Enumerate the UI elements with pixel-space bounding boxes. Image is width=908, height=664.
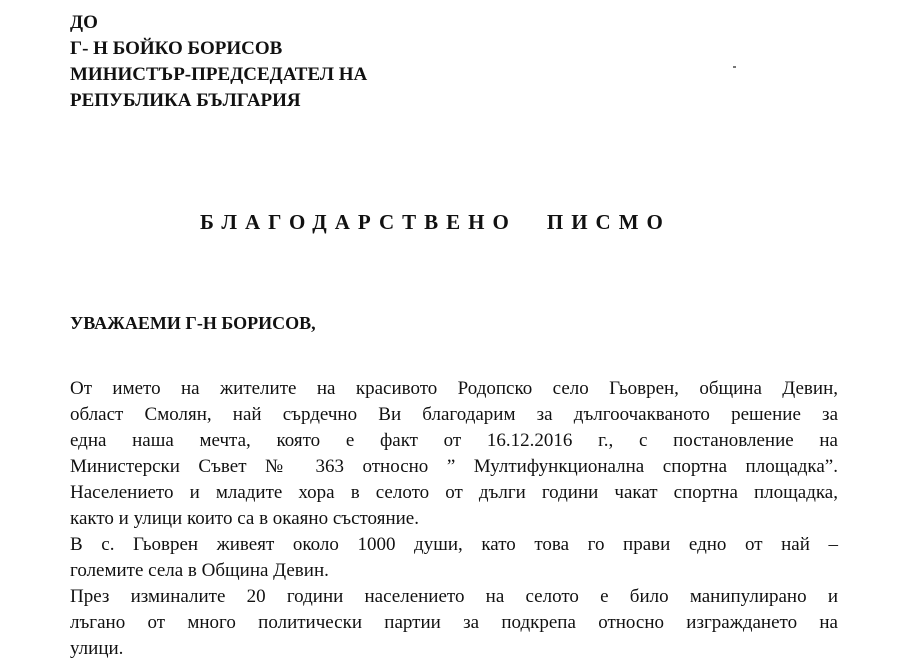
body-line: През изминалите 20 години населението на селото е било манипулирано и	[70, 586, 838, 607]
addressee-block	[70, 10, 367, 114]
title-word-2: ПИСМО	[546, 210, 671, 234]
body-line: област Смолян, най сърдечно Ви благодарим за дългоочакваното решение за	[70, 404, 838, 425]
body-line: Министерски Съвет № 363 относно ” Мултифункционална спортна площадка”.	[70, 456, 838, 477]
addressee-position: МИНИСТЪР-ПРЕДСЕДАТЕЛ НА	[70, 64, 368, 85]
body-line: В с. Гьоврен живеят около 1000 души, като това го прави едно от най –	[70, 534, 838, 555]
body-line: една наша мечта, която е факт от 16.12.2016 г., с постановление на	[70, 430, 838, 451]
body-line: както и улици които са в окаяно състояние.	[70, 508, 419, 529]
addressee-country: РЕПУБЛИКА БЪЛГАРИЯ	[70, 90, 301, 111]
title-word-1: БЛАГОДАРСТВЕНО	[200, 210, 517, 234]
body-line: големите села в Община Девин.	[70, 560, 329, 581]
letter-title	[200, 210, 671, 235]
addressee-to: ДО	[70, 12, 98, 33]
addressee-name: Г- Н БОЙКО БОРИСОВ	[70, 38, 283, 59]
body-line: лъгано от много политически партии за подкрепа относно изграждането на	[70, 612, 838, 633]
salutation: УВАЖАЕМИ Г-Н БОРИСОВ,	[70, 313, 316, 333]
scan-speck	[733, 66, 736, 68]
body-line: улици.	[70, 638, 124, 659]
body-line: Населението и младите хора в селото от дълги години чакат спортна площадка,	[70, 482, 838, 503]
letter-body	[70, 376, 838, 662]
body-line: От името на жителите на красивото Родопско село Гьоврен, община Девин,	[70, 378, 838, 399]
